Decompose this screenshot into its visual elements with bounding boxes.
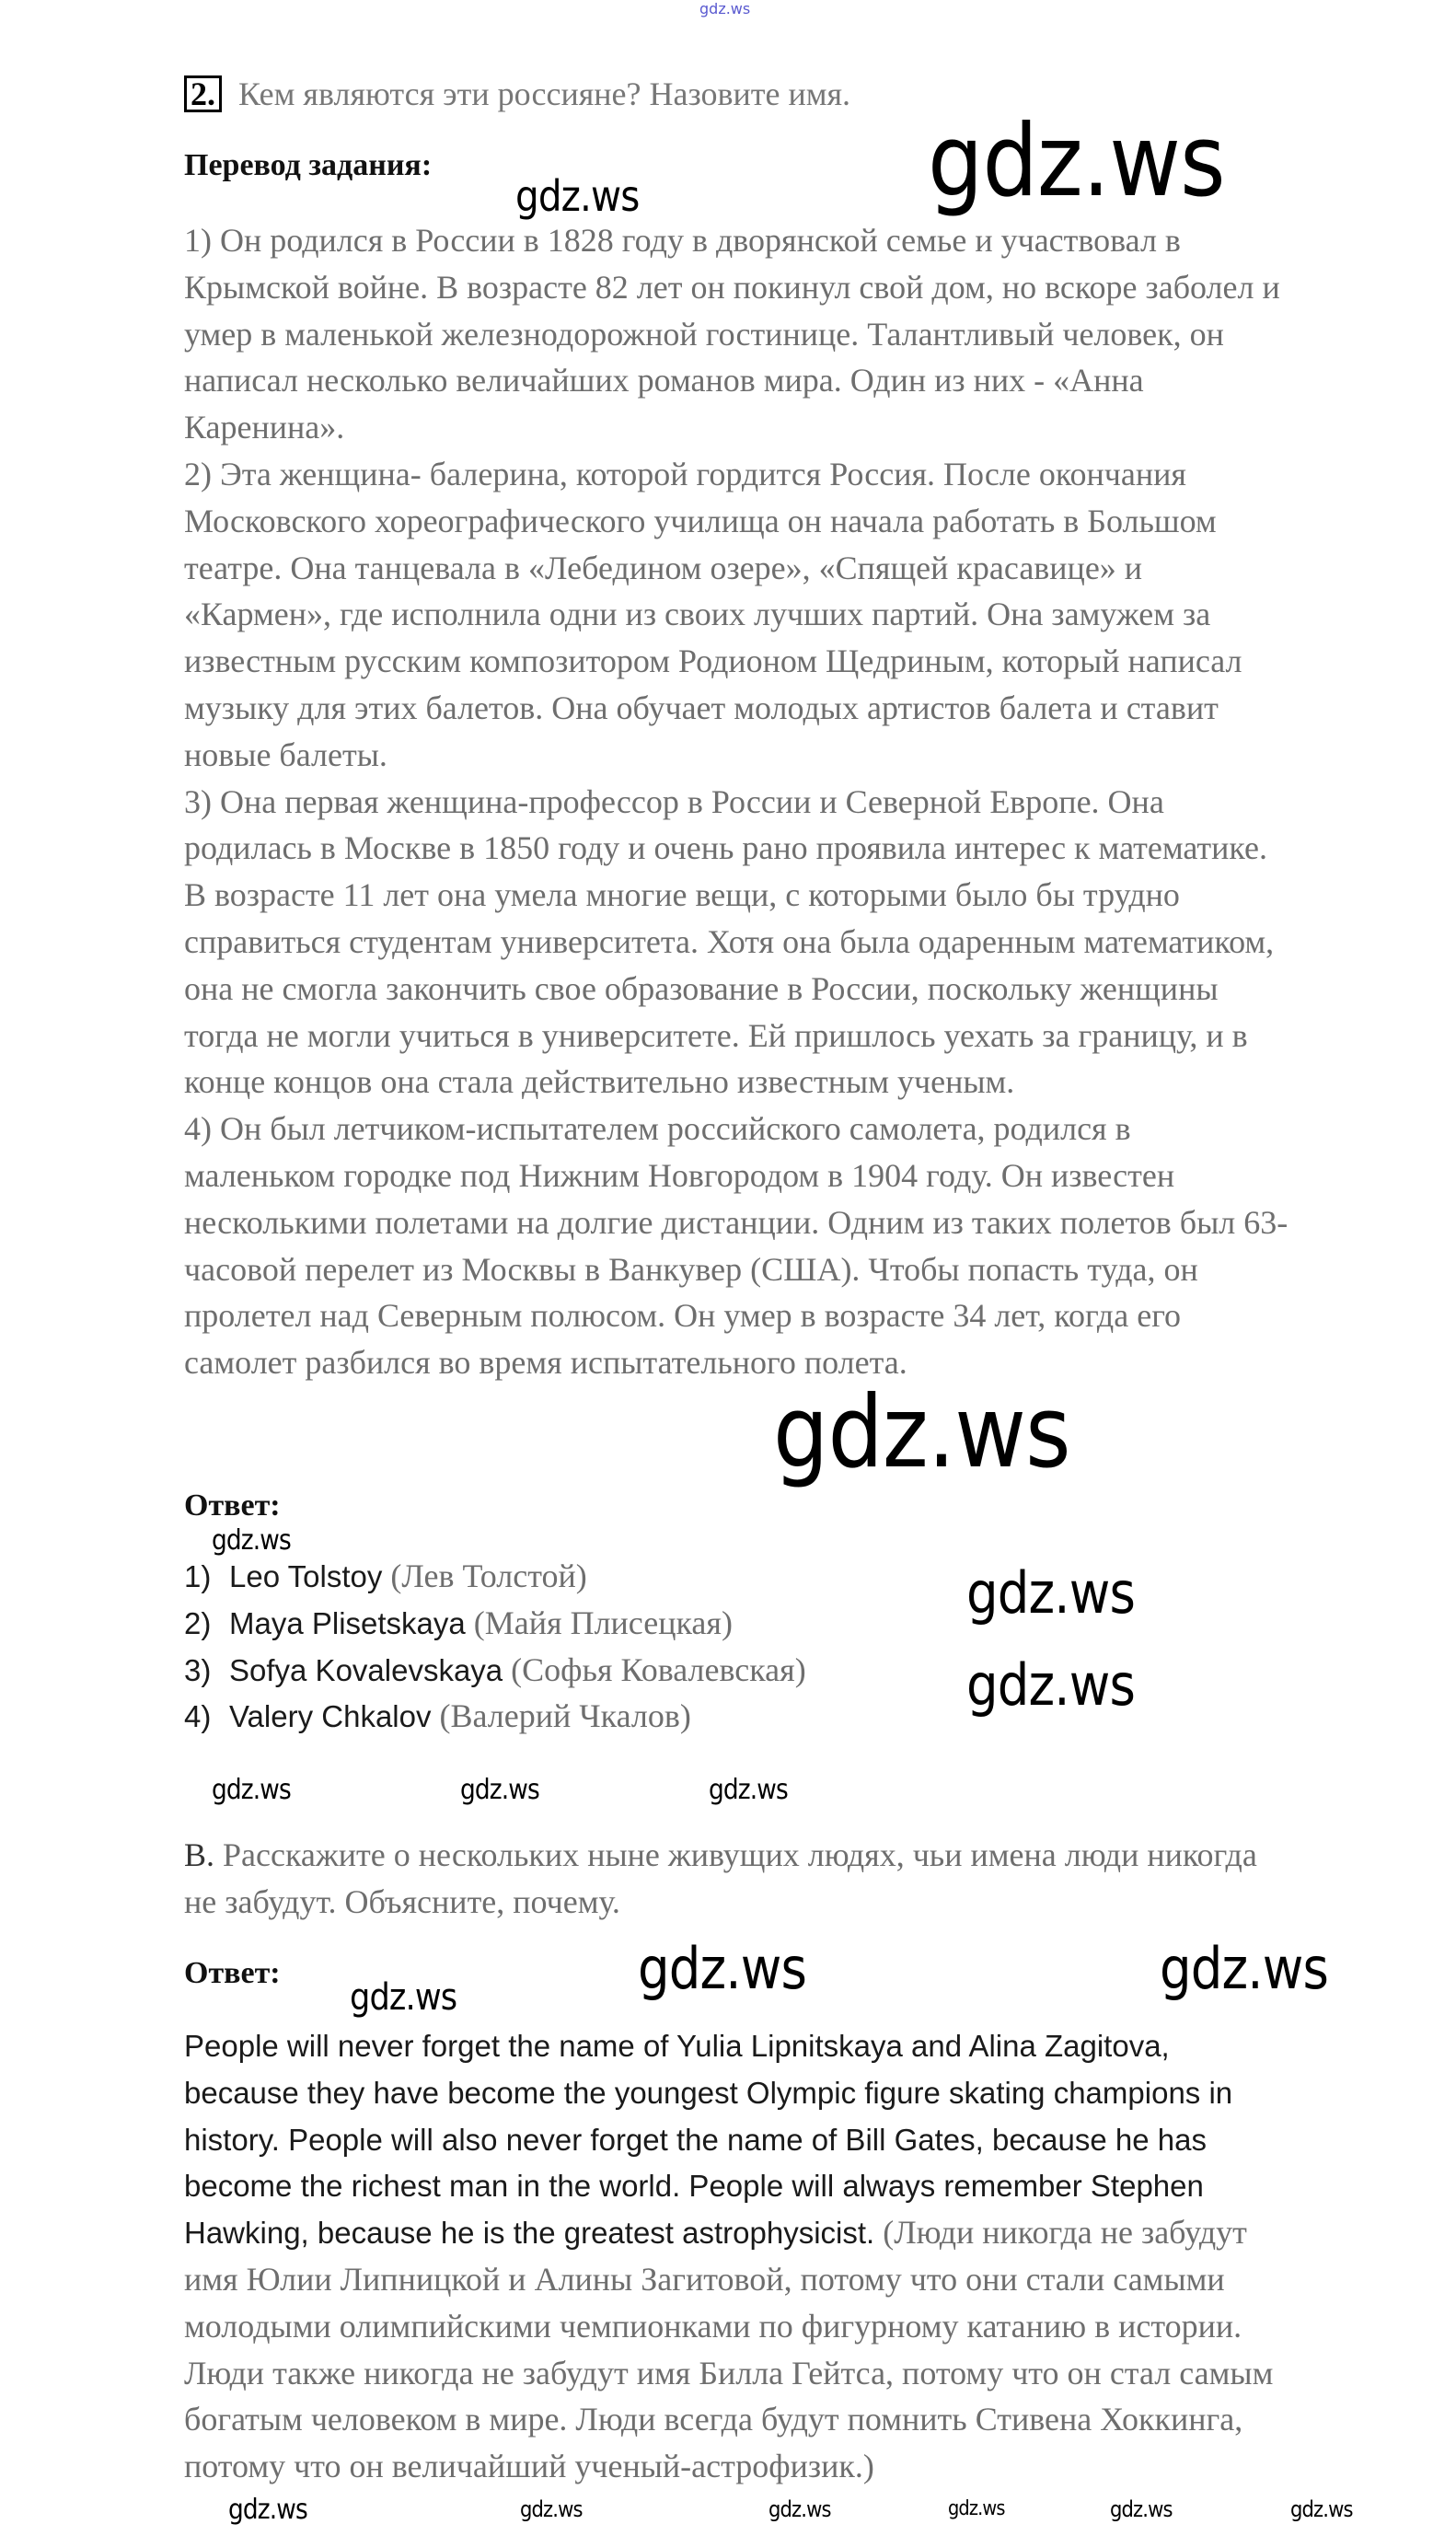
translation-line: Крымской войне. В возрасте 82 лет он покинул свой дом, но вскоре заболел и: [184, 268, 1280, 306]
watermark: gdz.ws: [350, 1976, 457, 2019]
watermark: gdz.ws: [228, 2494, 307, 2526]
answer-number: 3): [184, 1652, 212, 1687]
answer-b-line: [184, 2165, 1204, 2206]
task-question: Кем являются эти россияне? Назовите имя.: [238, 75, 851, 112]
answer-b-en: People will never forget the name of Yulia Lipnitskaya and Alina Zagitova,: [184, 2029, 1170, 2063]
translation-line: она не смогла закончить свое образование в России, поскольку женщины: [184, 969, 1219, 1007]
watermark: gdz.ws: [520, 2496, 583, 2522]
translation-line: самолет разбился во время испытательного полета.: [184, 1344, 907, 1382]
answer-item: [184, 1556, 587, 1597]
answer-b-en: Hawking, because he is the greatest astrophysicist.: [184, 2216, 875, 2251]
translation-line: родилась в Москве в 1850 году и очень рано проявила интерес к математике.: [184, 829, 1267, 867]
answer-b-ru-line: потому что он величайший ученый-астрофизик.): [184, 2448, 874, 2485]
translation-line: часовой перелет из Москвы в Ванкувер (США). Чтобы попасть туда, он: [184, 1250, 1198, 1288]
answer-name-ru: (Майя Плисецкая): [473, 1604, 733, 1641]
answer-b-line: [184, 2072, 1232, 2113]
answer-name-en: Maya Plisetskaya: [229, 1605, 466, 1640]
watermark: gdz.ws: [460, 1774, 539, 1806]
translation-line: известным русским композитором Родионом Щедриным, который написал: [184, 643, 1242, 680]
task-b-line-2: не забудут. Объясните, почему.: [184, 1883, 620, 1920]
watermark: gdz.ws: [966, 1651, 1136, 1719]
task-b-text: Расскажите о нескольких ныне живущих людях, чьи имена люди никогда: [223, 1836, 1257, 1873]
answer-b-en: become the richest man in the world. People will always remember Stephen: [184, 2169, 1204, 2204]
watermark: gdz.ws: [212, 1524, 291, 1557]
watermark: gdz.ws: [1110, 2496, 1173, 2522]
answer-b-en: because they have become the youngest Olympic figure skating champions in: [184, 2075, 1233, 2110]
translation-line: умер в маленькой железнодорожной гостинице. Талантливый человек, он: [184, 315, 1224, 353]
translation-line: 2) Эта женщина- балерина, которой гордится Россия. После окончания: [184, 456, 1186, 492]
watermark: gdz.ws: [709, 1774, 788, 1806]
answer-number: 1): [184, 1559, 212, 1593]
watermark: gdz.ws: [768, 2496, 831, 2522]
watermark: gdz.ws: [212, 1774, 291, 1806]
task-question-row: [184, 74, 850, 114]
watermark: gdz.ws: [948, 2497, 1005, 2520]
translation-line: новые балеты.: [184, 735, 387, 773]
watermark: gdz.ws: [1160, 1935, 1329, 2002]
answer-name-en: Valery Chkalov: [229, 1699, 432, 1734]
answer-b-line: [184, 2025, 1170, 2067]
translation-heading: Перевод задания:: [184, 148, 433, 182]
translation-line: Каренина».: [184, 409, 345, 446]
translation-line: конце концов она стала действительно известным ученым.: [184, 1063, 1015, 1101]
watermark: gdz.ws: [1290, 2496, 1353, 2522]
watermark: gdz.ws: [928, 104, 1225, 219]
translation-line: написал несколько величайших романов мира. Один из них - «Анна: [184, 362, 1144, 400]
watermark: gdz.ws: [773, 1375, 1070, 1490]
answer-b-ru-line: богатым человеком в мире. Люди всегда будут помнить Стивена Хоккинга,: [184, 2401, 1243, 2438]
translation-line: музыку для этих балетов. Она обучает молодых артистов балета и ставит: [184, 689, 1219, 726]
translation-line: 3) Она первая женщина-профессор в России и Северной Европе. Она: [184, 782, 1164, 820]
answer-b-en: history. People will also never forget the name of Bill Gates, because he has: [184, 2122, 1207, 2157]
translation-line: несколькими полетами на долгие дистанции. Одним из таких полетов был 63-: [184, 1203, 1288, 1241]
answer-name-ru: (Валерий Чкалов): [439, 1697, 691, 1735]
answer-item: [184, 1603, 733, 1644]
translation-line: 4) Он был летчиком-испытателем российского самолета, родился в: [184, 1110, 1131, 1148]
translation-line: Московского хореографического училища он начала работать в Большом: [184, 502, 1217, 539]
answer-number: 4): [184, 1699, 212, 1734]
answer-item: [184, 1696, 691, 1737]
translation-line: маленьком городке под Нижним Новгородом в 1904 году. Он известен: [184, 1157, 1175, 1194]
answer-item: [184, 1650, 806, 1691]
answer-heading: Ответ:: [184, 1488, 281, 1523]
translation-line: В возрасте 11 лет она умела многие вещи, с которыми было бы трудно: [184, 876, 1180, 914]
task-number: 2.: [184, 75, 222, 112]
watermark: gdz.ws: [966, 1559, 1136, 1627]
answer-number: 2): [184, 1605, 212, 1640]
answer-b-ru: (Люди никогда не забудут: [883, 2214, 1247, 2252]
answer-b-ru-line: молодыми олимпийскими чемпионками по фигурному катанию в истории.: [184, 2307, 1242, 2345]
translation-line: справиться студентам университета. Хотя она была одаренным математиком,: [184, 923, 1275, 960]
answer-name-en: Sofya Kovalevskaya: [229, 1652, 503, 1687]
watermark: gdz.ws: [638, 1935, 807, 2002]
translation-line: «Кармен», где исполнила одни из своих лучших партий. Она замужем за: [184, 596, 1211, 633]
answer-b-heading: Ответ:: [184, 1956, 281, 1990]
watermark: gdz.ws: [515, 171, 640, 221]
task-b-line-1: [184, 1835, 1257, 1875]
answer-name-ru: (Лев Толстой): [390, 1557, 587, 1594]
answer-b-ru-line: Люди также никогда не забудут имя Билла Гейтса, потому что он стал самым: [184, 2354, 1274, 2391]
translation-line: пролетел над Северным полюсом. Он умер в возрасте 34 лет, когда его: [184, 1297, 1182, 1335]
answer-b-line: [184, 2119, 1207, 2160]
translation-line: 1) Он родился в России в 1828 году в дворянской семье и участвовал в: [184, 222, 1181, 259]
answer-b-line: [184, 2212, 1247, 2253]
header-watermark: gdz.ws: [699, 0, 751, 17]
translation-line: театре. Она танцевала в «Лебедином озере», «Спящей красавице» и: [184, 549, 1143, 586]
answer-b-ru-line: имя Юлии Липницкой и Алины Загитовой, потому что они стали самыми: [184, 2261, 1225, 2298]
answer-name-ru: (Софья Ковалевская): [511, 1650, 806, 1688]
translation-line: тогда не могли учиться в университете. Ей пришлось уехать за границу, и в: [184, 1016, 1248, 1054]
task-b-label: B.: [184, 1836, 215, 1873]
answer-name-en: Leo Tolstoy: [229, 1559, 383, 1593]
